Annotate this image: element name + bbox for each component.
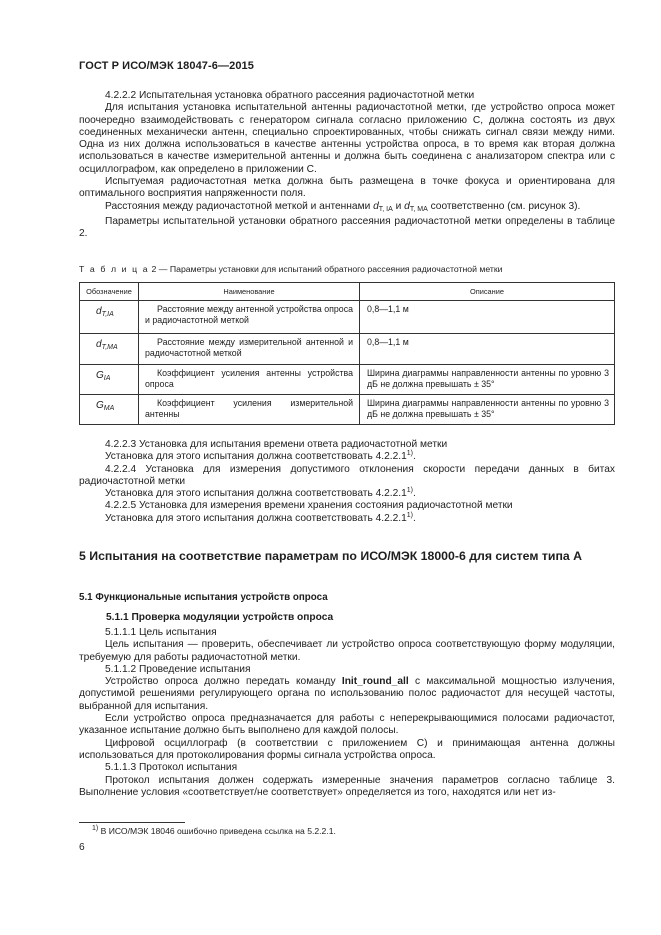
table-header-row <box>80 283 615 301</box>
clause-heading-5-1-1-3: 5.1.1.3 Протокол испытания <box>105 762 238 774</box>
page-number: 6 <box>79 842 85 853</box>
table-row <box>80 395 615 425</box>
section-5-1-1-body <box>79 627 615 799</box>
footnote-ref: 1) <box>406 487 413 495</box>
paragraph: Протокол испытания должен содержать измеренные значения параметров согласно таблице 3. Выполнение условия «соответствует/не соответствует» определяется из того, находятся или нет из- <box>79 774 615 798</box>
symbol-cell: $d_{T,MA}$ <box>80 334 139 365</box>
clause-heading-4-2-2-3: 4.2.2.3 Установка для испытания времени ответа радиочастотной метки <box>105 439 448 450</box>
paragraph-command: Устройство опроса должно передать команду Init_round_all с максимальной мощностью излучения, допустимой решениями регулирующего органа по использованию полос радиочастот для несущей частоты, выбранной для испытания. <box>79 676 615 712</box>
command-name: Init_round_all <box>341 676 409 688</box>
column-header: Описание <box>360 283 615 301</box>
paragraph-distances: Расстояния между радиочастотной меткой и антеннами $d_{T, IA}$ и $d_{T, MA}$ соответственно (см. рисунок 3). <box>105 200 581 213</box>
footnote-divider <box>79 822 185 823</box>
symbol-cell: $G_{IA}$ <box>80 365 139 395</box>
paragraph: Установка для этого испытания должна соответствовать 4.2.2.1$^{1)}$. <box>105 511 416 524</box>
name-cell: Расстояние между измерительной антенной и радиочастотной меткой <box>139 334 360 365</box>
symbol-cell: $G_{MA}$ <box>80 395 139 425</box>
name-cell: Коэффициент усиления антенны устройства опроса <box>139 365 360 395</box>
table-caption: Т а б л и ц а 2 — Параметры установки для испытаний обратного рассеяния радиочастотной метки <box>79 264 503 274</box>
name-cell: Коэффициент усиления измерительной антенны <box>139 395 360 425</box>
clause-heading-5-1-1-2: 5.1.1.2 Проведение испытания <box>105 663 251 675</box>
footnote: $^{1)}$ В ИСО/МЭК 18046 ошибочно приведена ссылка на 5.2.2.1. <box>92 825 336 836</box>
section-4-2-2-2 <box>79 90 615 241</box>
paragraph: Если устройство опроса предназначается для работы с неперекрывающимися полосами радиочастот, указанное испытание должно быть выполнено для каждой полосы. <box>79 713 615 737</box>
clause-heading-4-2-2-4: 4.2.2.4 Установка для измерения допустимого отклонения скорости передачи данных в битах радиочастотной метки <box>79 463 615 487</box>
parameters-table <box>79 282 615 425</box>
symbol-cell: $d_{T,IA}$ <box>80 301 139 334</box>
section-4-2-2-3-to-5 <box>79 439 615 525</box>
description-cell: 0,8—1,1 м <box>360 301 615 334</box>
description-cell: Ширина диаграммы направленности антенны по уровню 3 дБ не должна превышать ± 35° <box>360 365 615 395</box>
description-cell: 0,8—1,1 м <box>360 334 615 365</box>
column-header: Обозначение <box>80 283 139 301</box>
paragraph: Установка для этого испытания должна соответствовать 4.2.2.1$^{1)}$. <box>105 487 416 500</box>
section-5-title: 5 Испытания на соответствие параметрам по ИСО/МЭК 18000-6 для систем типа А <box>79 549 583 563</box>
clause-heading-4-2-2-2: 4.2.2.2 Испытательная установка обратного рассеяния радиочастотной метки <box>105 90 475 101</box>
paragraph: Для испытания установка испытательной антенны радиочастотной метки, где устройство опроса может поочередно взаимодействовать с генератором сигнала согласно приложению С, должна состоять из двух соединенных механически антенн, специально спроектированных, чтобы снижать сигнал связи между ними. Одна из них должна использоваться в качестве антенны устройства опроса, в то время как вторая должна использоваться в качестве измерительной антенны и должна быть соединена с анализатором спектра или с осциллографом, как определено в приложении С. <box>79 102 615 175</box>
name-cell: Расстояние между антенной устройства опроса и радиочастотной меткой <box>139 301 360 334</box>
footnote-ref: 1) <box>406 511 413 519</box>
paragraph: Испытуемая радиочастотная метка должна быть размещена в точке фокуса и ориентирована для оптимального восприятия напряженности поля. <box>79 176 615 200</box>
paragraph: Цель испытания — проверить, обеспечивает ли устройство опроса соответствующую форму модуляции, требуемую для работы радиочастотной метки. <box>79 639 615 663</box>
section-5-1-1-title: 5.1.1 Проверка модуляции устройств опроса <box>106 612 334 623</box>
paragraph: Параметры испытательной установки обратного рассеяния радиочастотной метки определены в таблице 2. <box>79 215 615 240</box>
description-cell: Ширина диаграммы направленности антенны по уровню 3 дБ не должна превышать ± 35° <box>360 395 615 425</box>
section-5-1-title: 5.1 Функциональные испытания устройств опроса <box>79 592 328 603</box>
column-header: Наименование <box>139 283 360 301</box>
clause-heading-4-2-2-5: 4.2.2.5 Установка для измерения времени хранения состояния радиочастотной метки <box>105 500 513 512</box>
clause-heading-5-1-1-1: 5.1.1.1 Цель испытания <box>105 627 217 638</box>
document-header: ГОСТ Р ИСО/МЭК 18047-6—2015 <box>79 60 254 72</box>
table-row <box>80 334 615 365</box>
table-row <box>80 365 615 395</box>
footnote-ref: 1) <box>406 450 413 458</box>
table-row <box>80 301 615 334</box>
paragraph: Цифровой осциллограф (в соответствии с приложением С) и принимающая антенна должны использоваться для протоколирования формы сигнала устройства опроса. <box>79 737 615 761</box>
paragraph: Установка для этого испытания должна соответствовать 4.2.2.1$^{1)}$. <box>105 450 416 463</box>
footnote-mark: 1) <box>92 825 99 832</box>
